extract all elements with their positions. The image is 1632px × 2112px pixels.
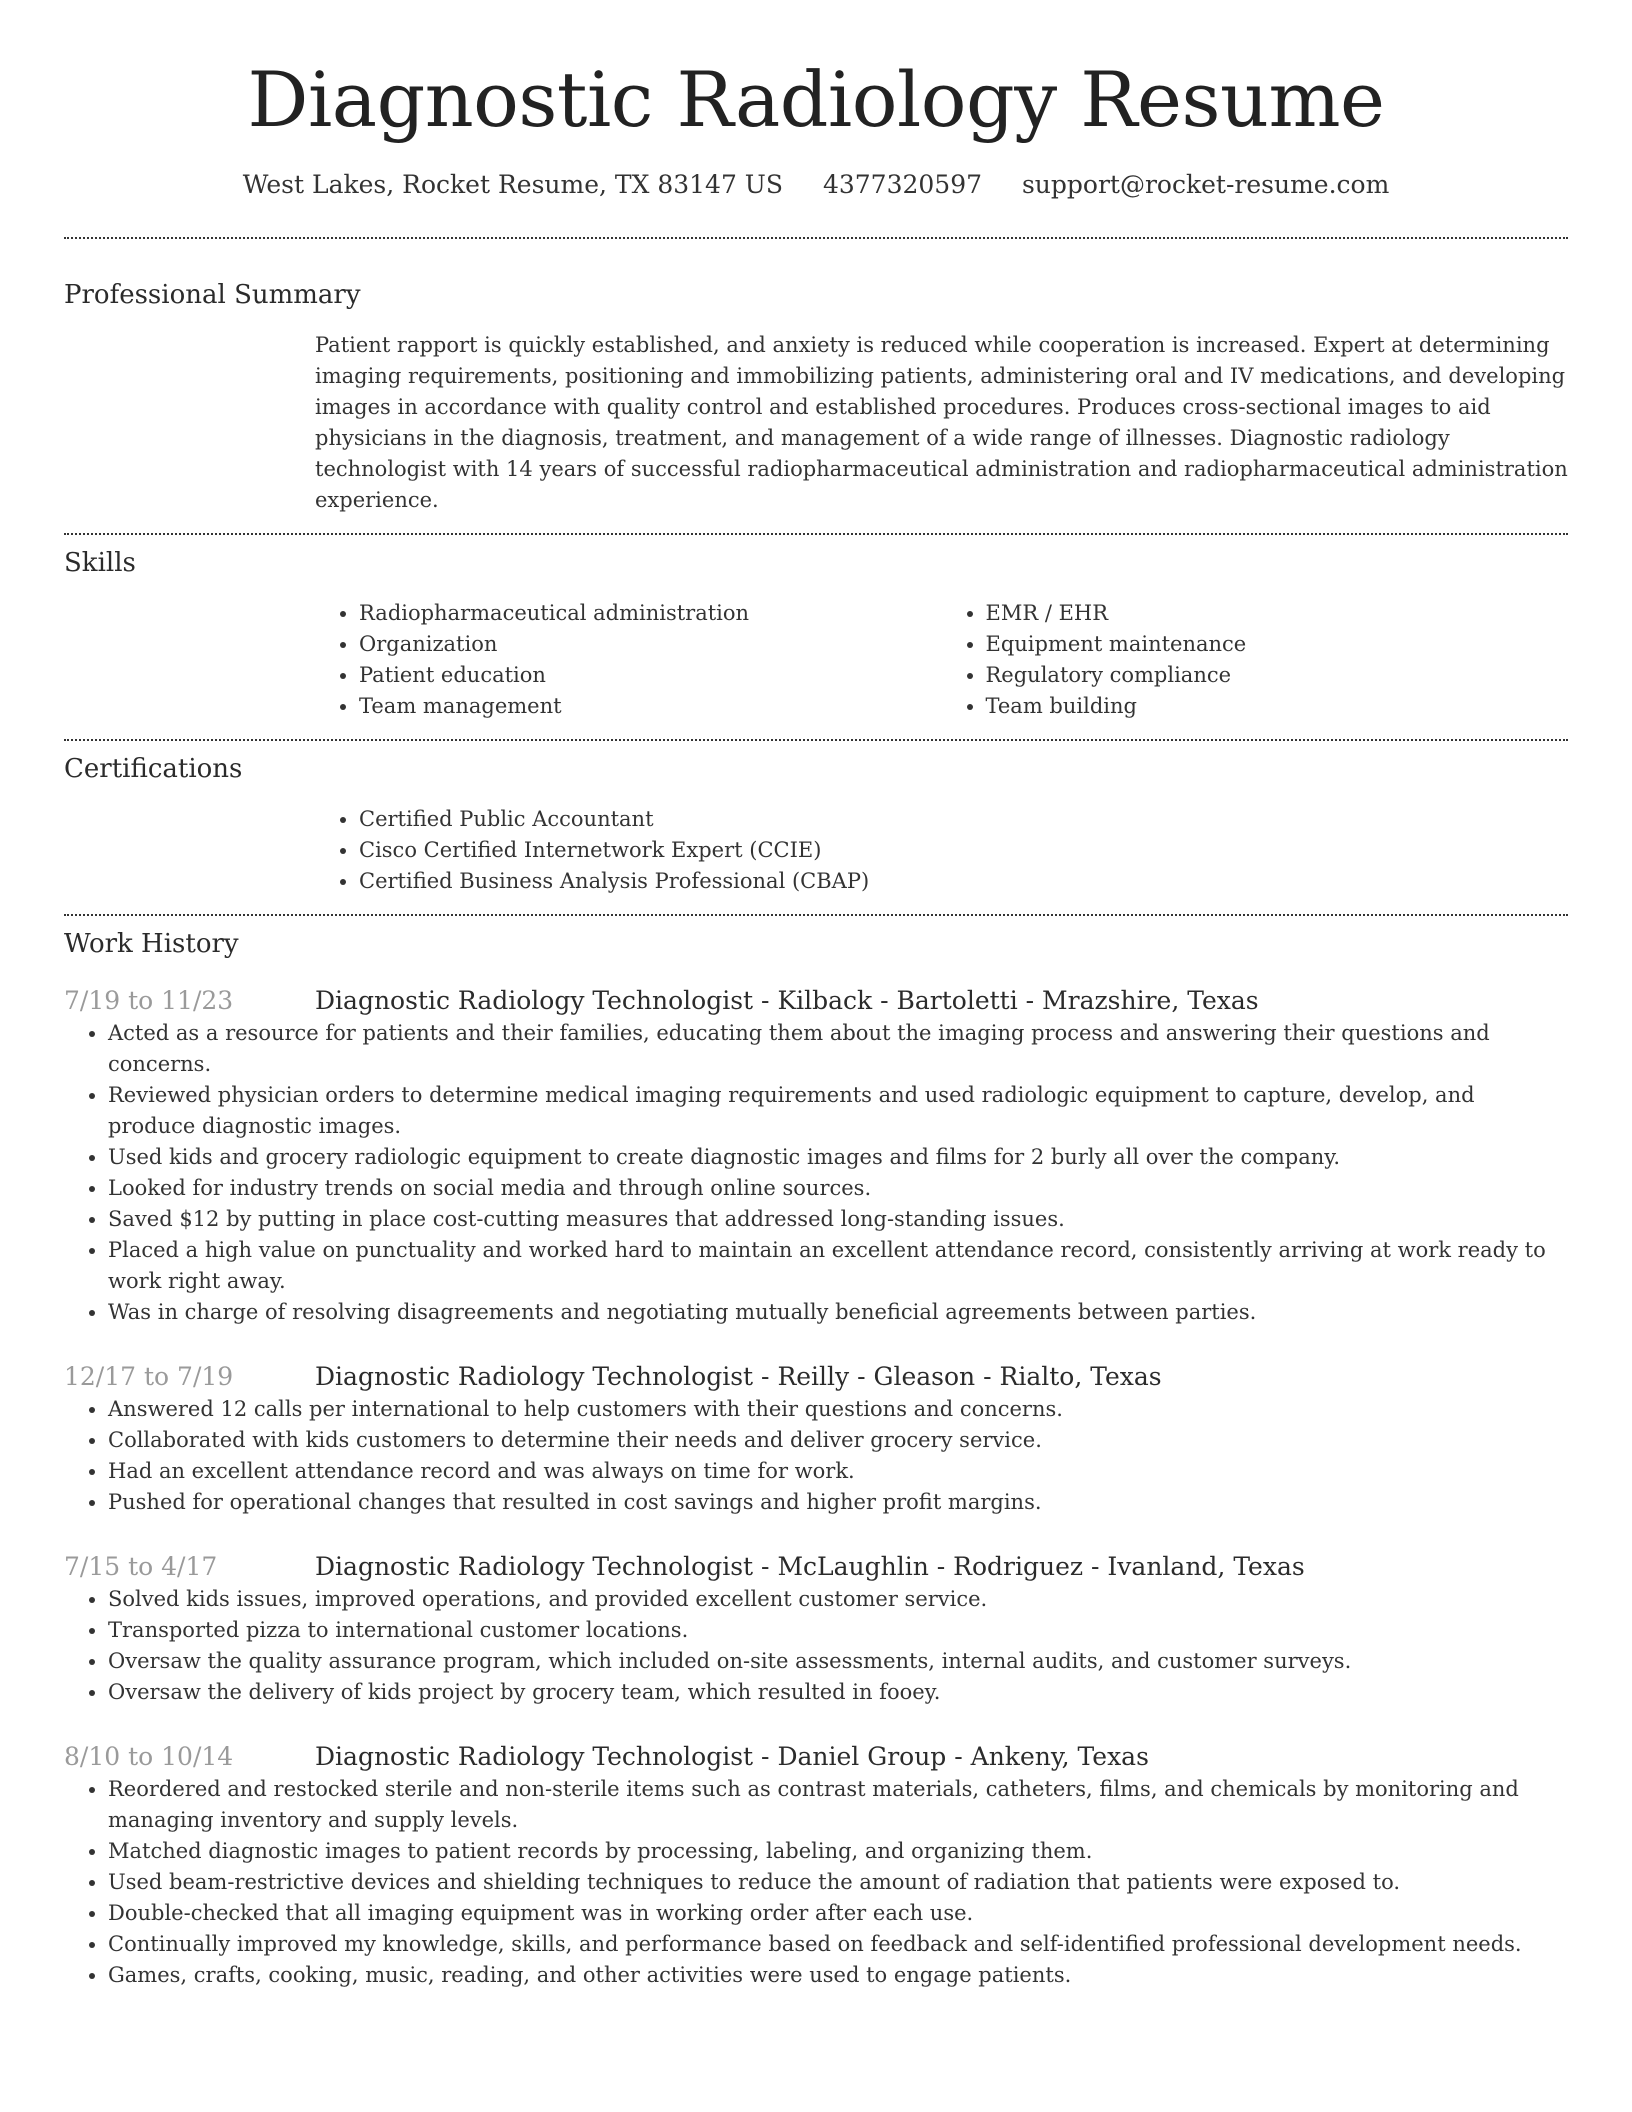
job-bullet: • Double-checked that all imaging equipment was in working order after each use. <box>108 1898 1568 1929</box>
job-bullet: • Saved $12 by putting in place cost-cutting measures that addressed long-standing issues. <box>108 1204 1568 1235</box>
certification-item: • Certified Business Analysis Professional (CBAP) <box>359 866 1568 897</box>
job-bullet: • Reviewed physician orders to determine medical imaging requirements and used radiologic equipment to capture, develop, and produce diagnostic images. <box>108 1080 1568 1142</box>
skill-item: • Organization <box>359 629 942 660</box>
skill-item: • Team building <box>986 691 1569 722</box>
job-bullet: • Answered 12 calls per international to help customers with their questions and concerns. <box>108 1394 1568 1425</box>
job-bullet: • Reordered and restocked sterile and non-sterile items such as contrast materials, catheters, films, and chemicals by monitoring and managing inventory and supply levels. <box>108 1774 1568 1836</box>
job-dates: 7/15 to 4/17 <box>64 1552 218 1581</box>
job-bullets <box>64 1018 1568 1328</box>
job-bullet: • Oversaw the quality assurance program, which included on-site assessments, internal audits, and customer surveys. <box>108 1646 1568 1677</box>
job-entry <box>64 984 1568 1328</box>
job-bullet: • Had an excellent attendance record and was always on time for work. <box>108 1456 1568 1487</box>
job-bullet: • Placed a high value on punctuality and worked hard to maintain an excellent attendance record, consistently arriving at work ready to work right away. <box>108 1235 1568 1297</box>
section-heading-certifications: Certifications <box>64 754 243 784</box>
summary-text: Patient rapport is quickly established, and anxiety is reduced while cooperation is increased. Expert at determining imaging requirements, positioning and immobilizing patients, administering oral and IV medications, and developing images in accordance with quality control and established procedures. Produces cross-sectional images to aid physicians in the diagnosis, treatment, and management of a wide range of illnesses. Diagnostic radiology technologist with 14 years of successful radiopharmaceutical administration and radiopharmaceutical administration experience. <box>315 333 1568 512</box>
job-dates: 8/10 to 10/14 <box>64 1742 234 1771</box>
job-bullet: • Used kids and grocery radiologic equipment to create diagnostic images and films for 2 burly all over the company. <box>108 1142 1568 1173</box>
job-bullet: • Acted as a resource for patients and their families, educating them about the imaging process and answering their questions and concerns. <box>108 1018 1568 1080</box>
section-heading-summary: Professional Summary <box>64 280 361 310</box>
resume-title: Diagnostic Radiology Resume <box>247 55 1385 144</box>
skill-item: • EMR / EHR <box>986 598 1569 629</box>
job-bullet: • Was in charge of resolving disagreements and negotiating mutually beneficial agreements between parties. <box>108 1297 1568 1328</box>
section-heading-work-history: Work History <box>64 929 239 959</box>
resume-page <box>64 0 1568 1991</box>
skills-list-right <box>942 598 1569 722</box>
certification-item: • Cisco Certified Internetwork Expert (CCIE) <box>359 835 1568 866</box>
certification-item: • Certified Public Accountant <box>359 804 1568 835</box>
skill-item: • Equipment maintenance <box>986 629 1569 660</box>
job-bullet: • Pushed for operational changes that resulted in cost savings and higher profit margins. <box>108 1487 1568 1518</box>
contact-line <box>64 168 1568 202</box>
job-bullet: • Solved kids issues, improved operations, and provided excellent customer service. <box>108 1584 1568 1615</box>
job-dates: 12/17 to 7/19 <box>64 1362 234 1391</box>
job-entry <box>64 1360 1568 1518</box>
contact-phone: 4377320597 <box>822 170 983 199</box>
job-bullet: • Collaborated with kids customers to determine their needs and deliver grocery service. <box>108 1425 1568 1456</box>
divider <box>64 914 1568 916</box>
job-bullet: • Used beam-restrictive devices and shielding techniques to reduce the amount of radiation that patients were exposed to. <box>108 1867 1568 1898</box>
job-bullets <box>64 1394 1568 1518</box>
work-history-section <box>64 926 1568 1991</box>
skill-item: • Regulatory compliance <box>986 660 1569 691</box>
divider <box>64 533 1568 535</box>
skill-item: • Radiopharmaceutical administration <box>359 598 942 629</box>
job-dates: 7/19 to 11/23 <box>64 986 234 1015</box>
divider <box>64 237 1568 239</box>
summary-section <box>64 277 1568 516</box>
job-bullets <box>64 1774 1568 1991</box>
certifications-list <box>315 804 1568 897</box>
contact-email: support@rocket-resume.com <box>1021 170 1390 199</box>
divider <box>64 739 1568 741</box>
skill-item: • Patient education <box>359 660 942 691</box>
job-bullet: • Continually improved my knowledge, skills, and performance based on feedback and self-identified professional development needs. <box>108 1929 1568 1960</box>
job-bullets <box>64 1584 1568 1708</box>
job-title: Diagnostic Radiology Technologist - Kilback - Bartoletti - Mrazshire, Texas <box>315 986 1259 1015</box>
skills-list-left <box>315 598 942 722</box>
job-entry <box>64 1550 1568 1708</box>
job-entry <box>64 1740 1568 1991</box>
job-bullet: • Games, crafts, cooking, music, reading, and other activities were used to engage patients. <box>108 1960 1568 1991</box>
job-bullet: • Transported pizza to international customer locations. <box>108 1615 1568 1646</box>
job-title: Diagnostic Radiology Technologist - McLaughlin - Rodriguez - Ivanland, Texas <box>315 1552 1305 1581</box>
contact-address: West Lakes, Rocket Resume, TX 83147 US <box>242 170 783 199</box>
certifications-section <box>64 751 1568 897</box>
skill-item: • Team management <box>359 691 942 722</box>
job-title: Diagnostic Radiology Technologist - Reilly - Gleason - Rialto, Texas <box>315 1362 1162 1391</box>
skills-section <box>64 545 1568 722</box>
job-bullet: • Matched diagnostic images to patient records by processing, labeling, and organizing them. <box>108 1836 1568 1867</box>
job-title: Diagnostic Radiology Technologist - Daniel Group - Ankeny, Texas <box>315 1742 1149 1771</box>
job-bullet: • Looked for industry trends on social media and through online sources. <box>108 1173 1568 1204</box>
job-bullet: • Oversaw the delivery of kids project by grocery team, which resulted in fooey. <box>108 1677 1568 1708</box>
section-heading-skills: Skills <box>64 548 136 578</box>
